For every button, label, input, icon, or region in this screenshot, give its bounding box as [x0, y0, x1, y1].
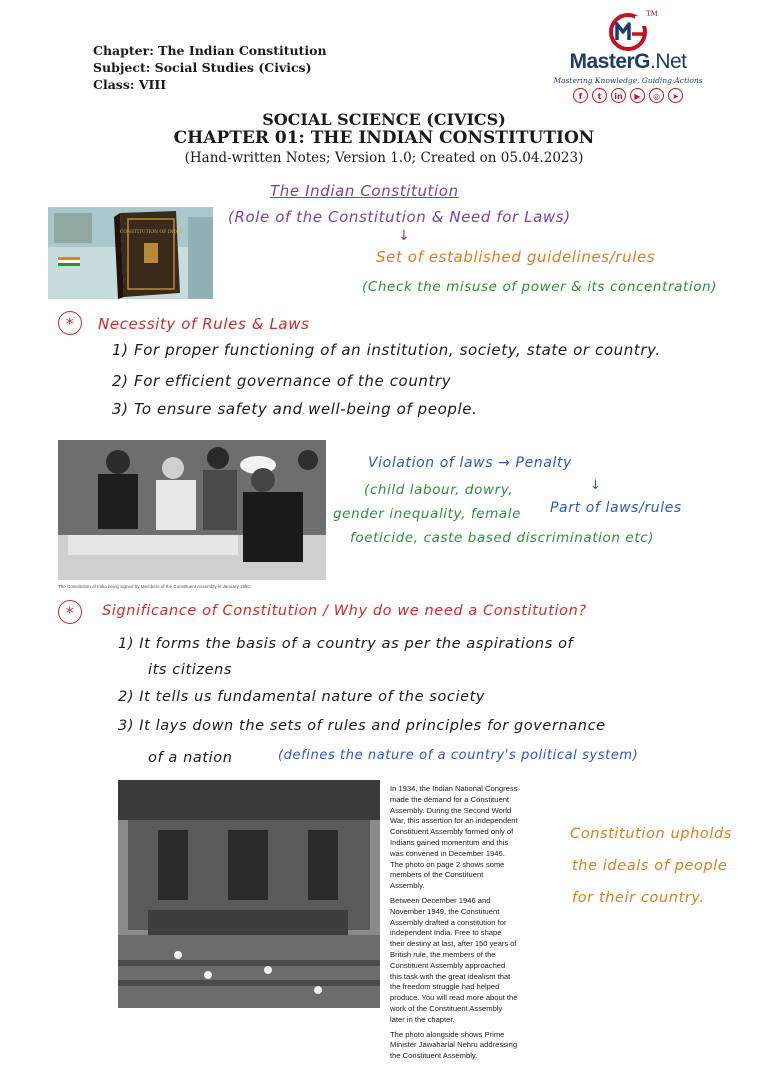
necessity-star: *: [58, 311, 82, 335]
twitter-icon[interactable]: t: [592, 88, 607, 103]
class-label: Class: VIII: [93, 77, 167, 92]
facebook-icon[interactable]: f: [573, 88, 588, 103]
masterg-logo-icon: [605, 12, 651, 52]
assembly-photo-illustration: [118, 780, 380, 1008]
trademark: TM: [646, 10, 658, 18]
necessity-item-1: 1) For proper functioning of an institution, society, state or country.: [112, 341, 661, 359]
brand-suffix: .Net: [650, 50, 687, 73]
necessity-title: Necessity of Rules & Laws: [98, 315, 310, 333]
constituent-assembly-photo: [118, 780, 380, 1008]
signing-photo-illustration: [58, 440, 326, 580]
notes-subheading: (Role of the Constitution & Need for Laws): [228, 208, 571, 226]
signing-photo-caption: The Constitution of India being signed by Members of the Constituent Assembly in January 1950.: [58, 584, 252, 589]
upholds-line-2: the ideals of people: [572, 858, 728, 874]
down-arrow: ↓: [398, 228, 411, 244]
excerpt-paragraph-2: Between December 1946 and November 1949, the Constituent Assembly drafted a constitution for independent India. Free to shape their destiny at last, after 150 years of British rule, the members of the Constituent Assembly approached this task with the great idealism that the freedom struggle had helped produce. You will read more about the work of the Constituent Assembly later in the chapter.: [390, 895, 518, 1024]
notes-heading: The Indian Constitution: [270, 182, 459, 200]
violation-examples-line-3: foeticide, caste based discrimination etc): [350, 530, 655, 546]
subject-label: Subject: Social Studies (Civics): [93, 60, 312, 75]
social-links: [553, 88, 703, 103]
constitution-signing-photo: [58, 440, 326, 580]
check-misuse-note: (Check the misuse of power & its concentration): [362, 279, 718, 295]
necessity-item-3: 3) To ensure safety and well-being of people.: [112, 400, 478, 418]
significance-item-3: 3) It lays down the sets of rules and principles for governance: [118, 718, 606, 734]
upholds-line-1: Constitution upholds: [570, 826, 732, 842]
part-of-laws-note: Part of laws/rules: [550, 500, 682, 516]
necessity-item-2: 2) For efficient governance of the country: [112, 372, 452, 390]
book-title-text: CONSTITUTION OF INDIA: [119, 230, 183, 235]
significance-item-2: 2) It tells us fundamental nature of the society: [118, 689, 486, 705]
title-line-3: (Hand-written Notes; Version 1.0; Created on 05.04.2023): [184, 150, 584, 166]
significance-title: Significance of Constitution / Why do we need a Constitution?: [102, 603, 587, 619]
penalty-arrow: ↓: [590, 478, 602, 493]
excerpt-paragraph-3: The photo alongside shows Prime Minister Jawaharlal Nehru addressing the Constituent Assembly.: [390, 1029, 518, 1061]
telegram-icon[interactable]: ➤: [668, 88, 683, 103]
significance-item-1: 1) It forms the basis of a country as per the aspirations of: [118, 636, 574, 652]
brand-name: [553, 50, 703, 74]
excerpt-paragraph-1: In 1934, the Indian National Congress made the demand for a Constituent Assembly. During the Second World War, this assertion for an independent Constituent Assembly formed only of Indians gained momentum and this was convened in December 1946. The photo on page 2 shows some members of the Constituent Assembly.: [390, 784, 518, 891]
constitution-book-image: [48, 207, 213, 299]
violation-examples-line-1: (child labour, dowry,: [364, 482, 514, 498]
set-of-rules-note: Set of established guidelines/rules: [376, 248, 656, 266]
document-meta: [93, 42, 327, 93]
title-line-2: CHAPTER 01: THE INDIAN CONSTITUTION: [173, 128, 595, 148]
significance-item-3-cont: of a nation: [148, 750, 233, 766]
chapter-label: Chapter: The Indian Constitution: [93, 43, 327, 58]
youtube-icon[interactable]: ▶: [630, 88, 645, 103]
title-line-1: SOCIAL SCIENCE (CIVICS): [262, 110, 506, 129]
brand-main: MasterG: [569, 50, 650, 73]
upholds-line-3: for their country.: [572, 890, 705, 906]
constitution-book-illustration: [48, 207, 213, 299]
masterg-logo[interactable]: [553, 10, 703, 100]
brand-tagline: Mastering Knowledge, Guiding Actions: [553, 76, 703, 85]
significance-item-1-cont: its citizens: [148, 662, 233, 678]
instagram-icon[interactable]: ◎: [649, 88, 664, 103]
significance-star: *: [58, 600, 82, 624]
defines-nature-note: (defines the nature of a country's political system): [278, 748, 639, 763]
violation-examples-line-2: gender inequality, female: [333, 506, 522, 522]
linkedin-icon[interactable]: in: [611, 88, 626, 103]
violation-note: Violation of laws → Penalty: [368, 455, 572, 471]
